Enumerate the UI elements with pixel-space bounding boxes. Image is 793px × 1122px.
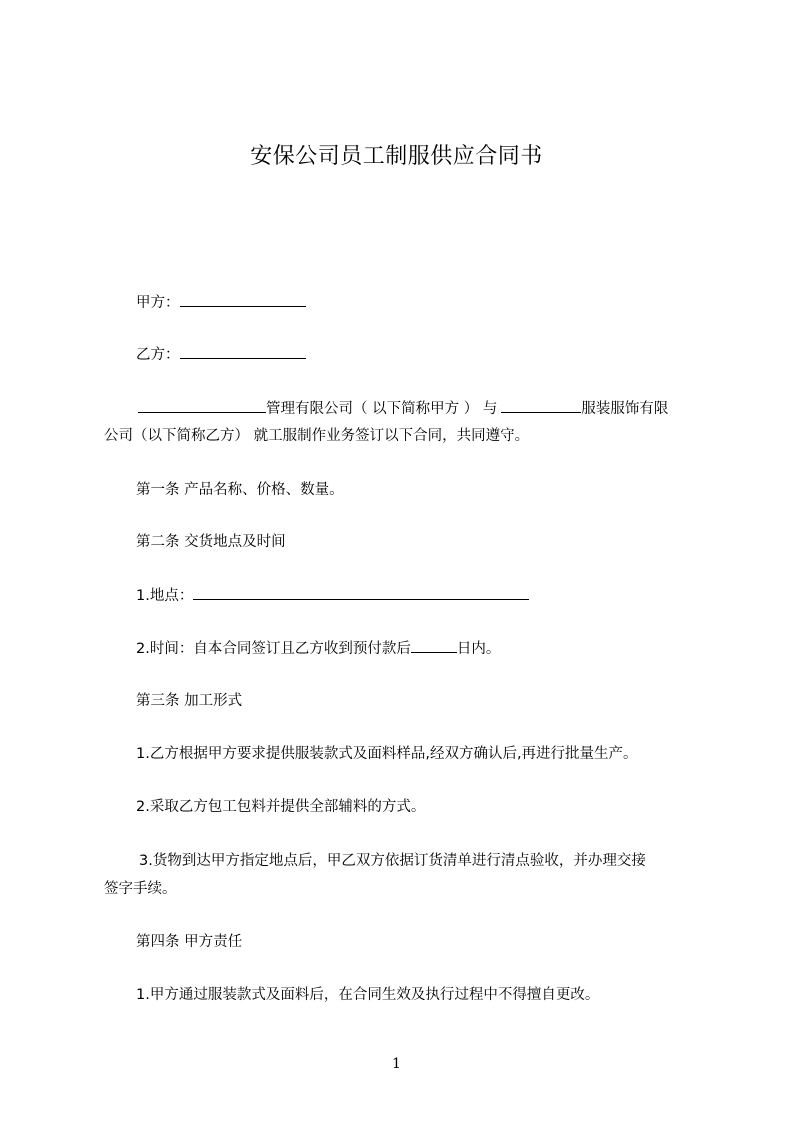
article-3-item-3-line-2: 签字手续。 [104, 881, 177, 897]
article-2: 第二条 交货地点及时间 [136, 534, 286, 550]
article-4-item-1: 1.甲方通过服装款式及面料后，在合同生效及执行过程中不得擅自更改。 [136, 987, 600, 1003]
company-b-blank [501, 397, 581, 413]
article-3-item-1: 1.乙方根据甲方要求提供服装款式及面料样品,经双方确认后,再进行批量生产。 [136, 746, 638, 762]
article-2-item-2 [136, 637, 736, 660]
time-text-end: 日内。 [456, 641, 501, 657]
intro-line-2: 公司（以下简称乙方） 就工服制作业务签订以下合同，共同遵守。 [104, 428, 530, 444]
article-3-item-3-line-1: 3.货物到达甲方指定地点后，甲乙双方依据订货清单进行清点验收，并办理交接 [139, 853, 646, 869]
intro-part1: 管理有限公司（ 以下简称甲方 ） 与 [266, 401, 498, 417]
party-b-label: 乙方： [136, 347, 180, 363]
company-a-blank [138, 397, 266, 413]
time-text: 2.时间：自本合同签订且乙方收到预付款后 [136, 641, 411, 657]
party-a-blank [180, 291, 306, 307]
party-b-blank [180, 343, 306, 359]
article-2-item-1 [136, 584, 736, 607]
party-b-line [136, 343, 736, 366]
days-blank [411, 637, 457, 653]
document-title: 安保公司员工制服供应合同书 [250, 144, 543, 169]
article-4: 第四条 甲方责任 [136, 934, 243, 950]
article-3: 第三条 加工形式 [136, 693, 243, 709]
party-a-label: 甲方： [136, 295, 180, 311]
article-3-item-2: 2.采取乙方包工包料并提供全部辅料的方式。 [136, 799, 426, 815]
page-number: 1 [392, 1056, 401, 1072]
intro-part2: 服装服饰有限 [581, 401, 669, 417]
intro-line-1 [138, 397, 738, 420]
party-a-line [136, 291, 736, 314]
location-label: 1.地点： [136, 588, 194, 604]
article-1: 第一条 产品名称、价格、数量。 [136, 482, 344, 498]
location-blank [193, 584, 529, 600]
